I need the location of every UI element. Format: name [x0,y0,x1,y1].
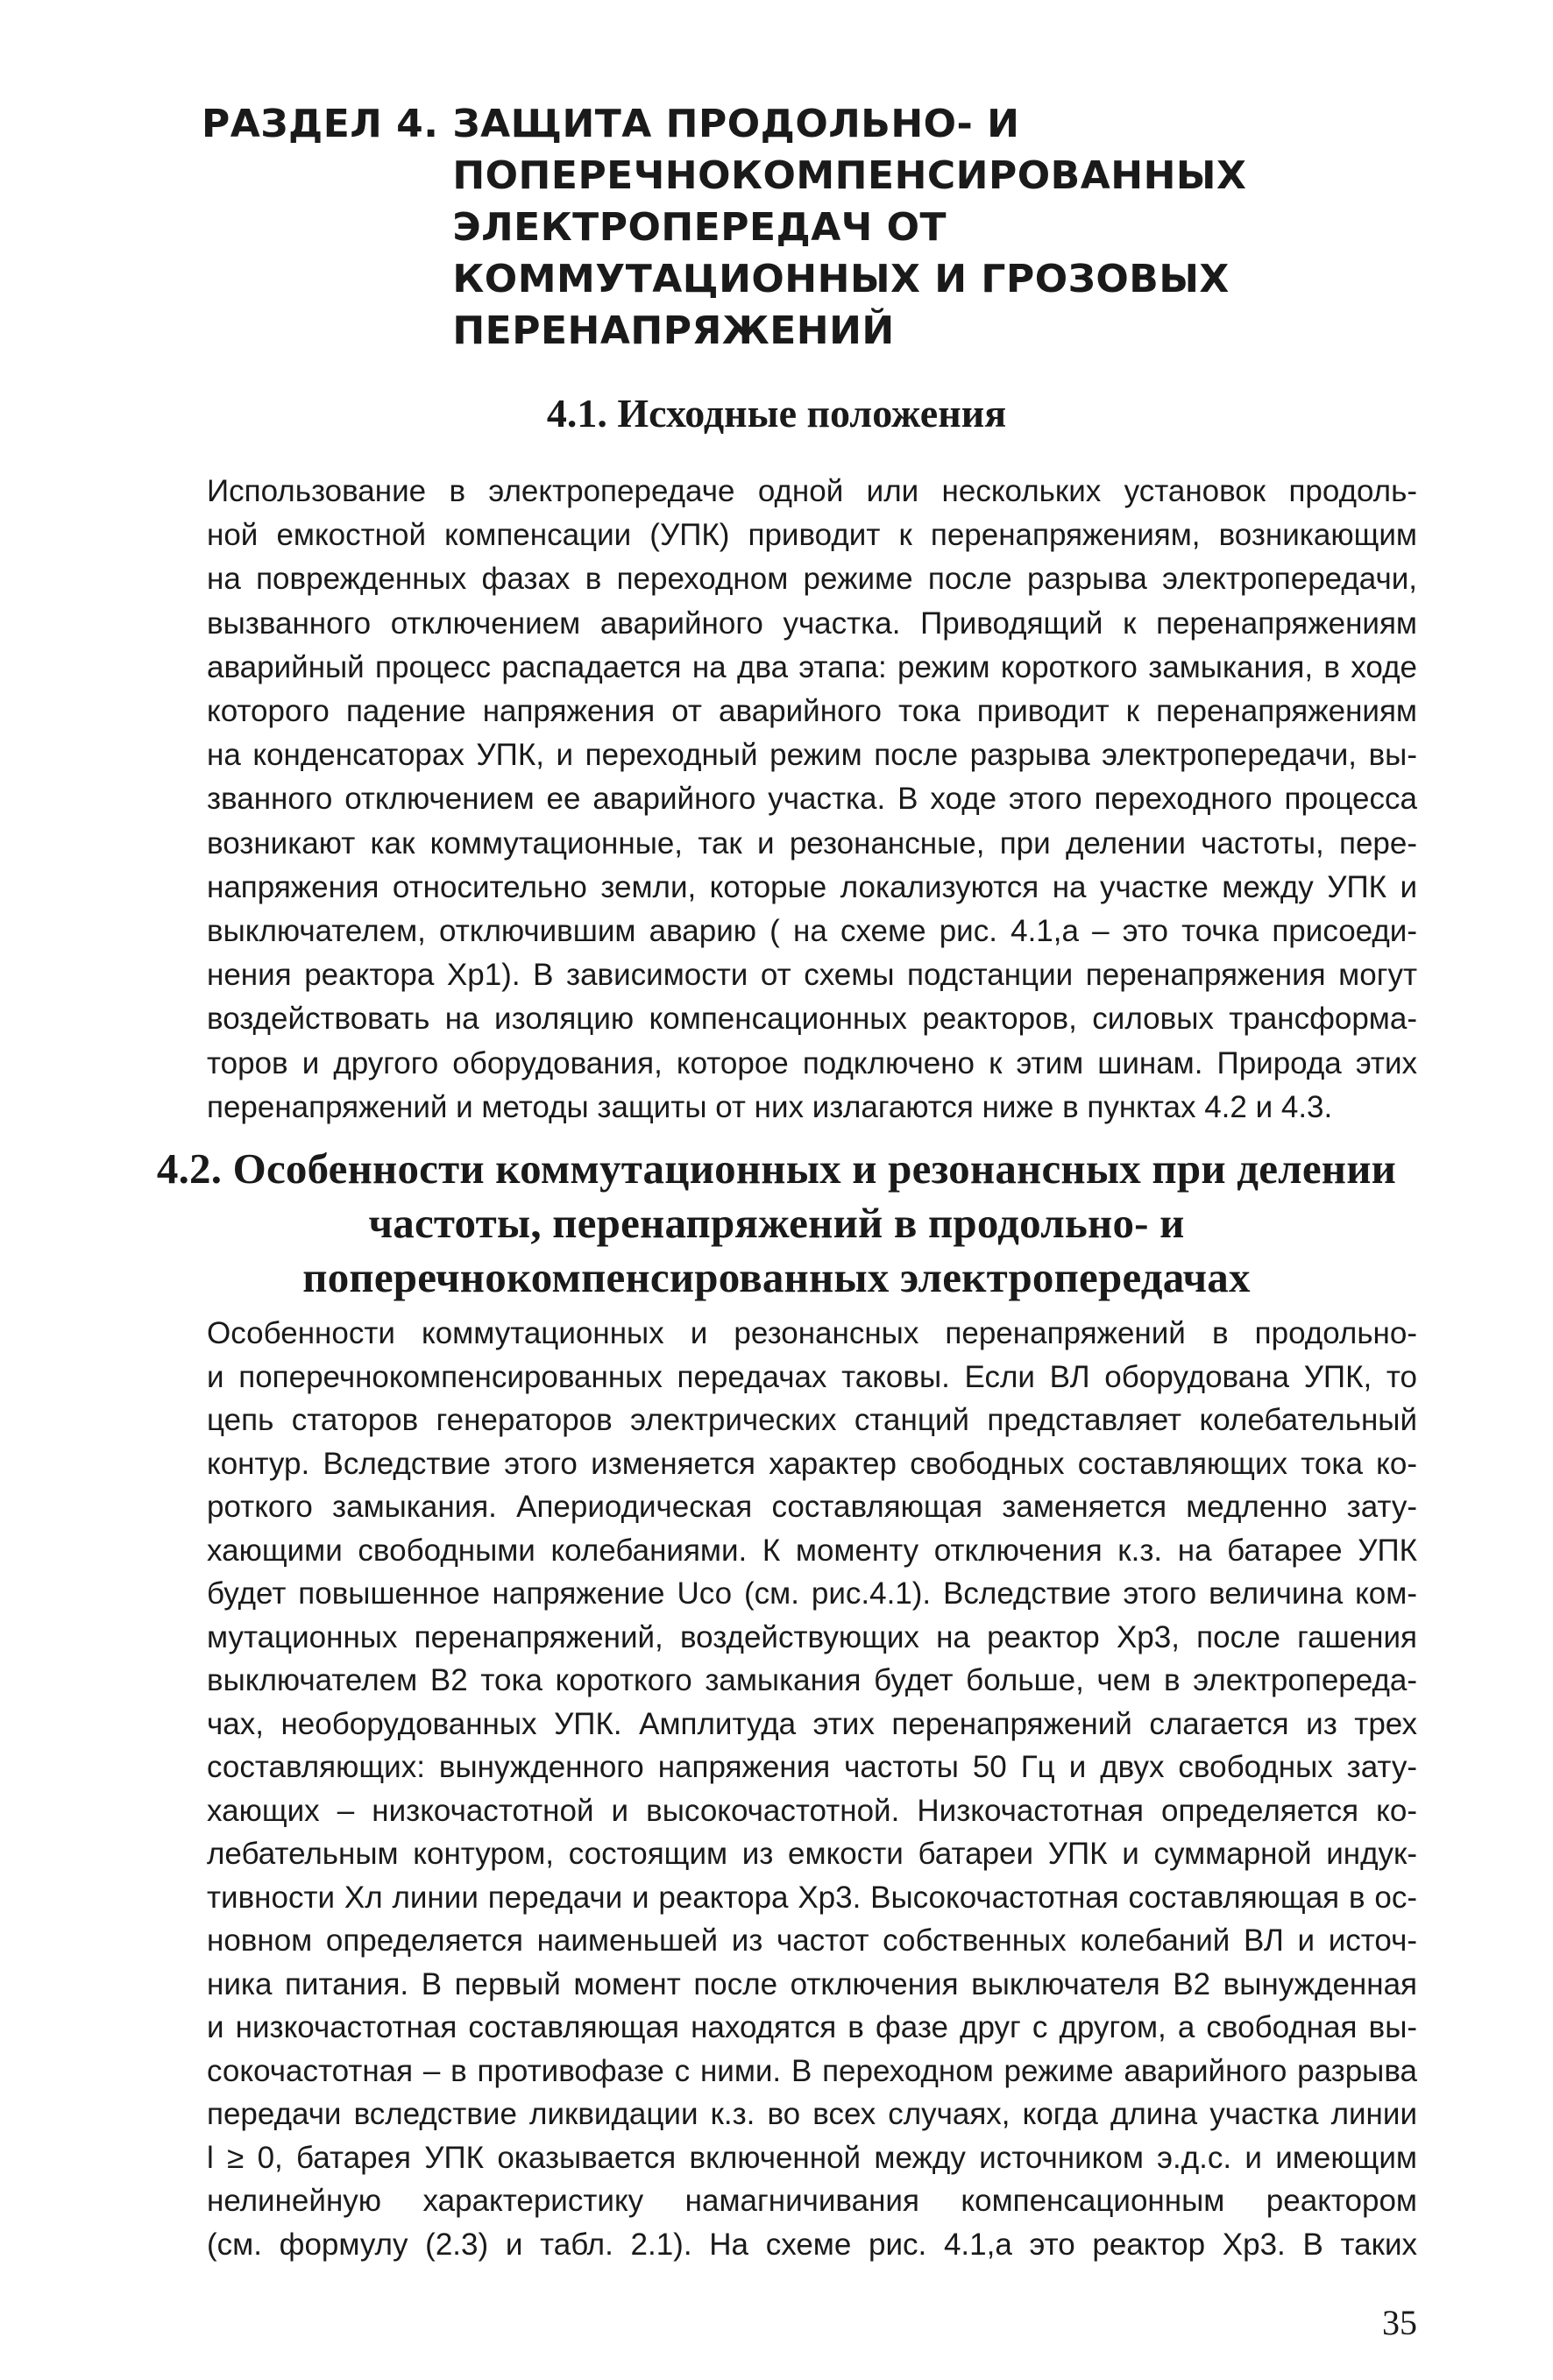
subsection-heading-line: поперечнокомпенсированных электропередачах [302,1253,1251,1301]
text-line: званного отключением ее аварийного участка. В ходе этого переходного процесса [207,782,1417,817]
text-line: мутационных перенапряжений, воздействующих на реактор Xр3, после гашения [207,1619,1417,1654]
text-line: хающими свободными колебаниями. К моменту отключения к.з. на батарее УПК [207,1533,1417,1568]
text-line: хающих – низкочастотной и высокочастотной. Низкочастотная определяется ко- [207,1793,1417,1828]
subsection-heading-line: 4.2. Особенности коммутационных и резонансных при делении [156,1144,1397,1193]
text-line: чах, необорудованных УПК. Амплитуда этих перенапряжений слагается из трех [207,1706,1417,1741]
text-line: ника питания. В первый момент после отключения выключателя В2 вынужденная [207,1966,1417,2001]
section-title-line: ЭЛЕКТРОПЕРЕДАЧ ОТ [452,205,947,250]
text-line: (см. формулу (2.3) и табл. 2.1). На схеме рис. 4.1,а это реактор Xр3. В таких [207,2227,1417,2262]
text-line: напряжения относительно земли, которые локализуются на участке между УПК и [207,869,1417,904]
text-line: перенапряжений и методы защиты от них излагаются ниже в пунктах 4.2 и 4.3. [207,1089,1333,1124]
text-line: l ≥ 0, батарея УПК оказывается включенной между источником э.д.с. и имеющим [207,2140,1417,2175]
text-line: которого падение напряжения от аварийного тока приводит к перенапряжениям [207,694,1417,729]
section-heading [202,98,1246,357]
text-line: вызванного отключением аварийного участка. Приводящий к перенапряжениям [207,606,1417,641]
text-line: выключателем В2 тока короткого замыкания будет больше, чем в электропереда- [207,1663,1417,1697]
section-title-line: ПЕРЕНАПРЯЖЕНИЙ [452,308,895,353]
section-title-line: КОММУТАЦИОННЫХ И ГРОЗОВЫХ [452,257,1230,301]
paragraph-4-2 [207,1312,1417,2266]
text-line: выключателем, отключившим аварию ( на схеме рис. 4.1,а – это точка присоеди- [207,914,1417,949]
text-line: роткого замыкания. Апериодическая составляющая заменяется медленно зату- [207,1490,1417,1524]
text-line: воздействовать на изоляцию компенсационных реакторов, силовых трансформа- [207,1002,1417,1037]
text-line: и поперечнокомпенсированных передачах таковы. Если ВЛ оборудована УПК, то [207,1359,1417,1394]
text-line: новном определяется наименьшей из частот собственных колебаний ВЛ и источ- [207,1923,1417,1958]
text-line: тивности Xл линии передачи и реактора Xр3. Высокочастотная составляющая в ос- [207,1880,1417,1915]
text-line: возникают как коммутационные, так и резонансные, при делении частоты, пере- [207,825,1417,861]
text-line: нелинейную характеристику намагничивания компенсационным реактором [207,2184,1417,2218]
text-line: сокочастотная – в противофазе с ними. В переходном режиме аварийного разрыва [207,2053,1417,2088]
text-line: Использование в электропередаче одной или нескольких установок продоль- [207,474,1417,508]
text-line: на поврежденных фазах в переходном режиме после разрыва электропередачи, [207,562,1417,597]
section-title [452,98,1246,357]
text-line: контур. Вследствие этого изменяется характер свободных составляющих тока ко- [207,1446,1417,1481]
subsection-heading-text: 4.1. Исходные положения [546,391,1007,436]
page-number: 35 [1382,2303,1417,2342]
text-line: составляющих: вынужденного напряжения частоты 50 Гц и двух свободных зату- [207,1750,1417,1784]
section-title-line: ЗАЩИТА ПРОДОЛЬНО- И [452,102,1020,146]
text-line: на конденсаторах УПК, и переходный режим после разрыва электропередачи, вы- [207,738,1417,773]
subsection-heading-4-2 [0,1142,1553,1305]
text-line: ной емкостной компенсации (УПК) приводит к перенапряжениям, возникающим [207,518,1417,553]
subsection-heading-4-1 [0,387,1553,440]
text-line: Особенности коммутационных и резонансных перенапряжений в продольно- [207,1316,1417,1350]
text-line: аварийный процесс распадается на два этапа: режим короткого замыкания, в ходе [207,649,1417,684]
text-line: торов и другого оборудования, которое подключено к этим шинам. Природа этих [207,1045,1417,1080]
text-line: передачи вследствие ликвидации к.з. во всех случаях, когда длина участка линии [207,2097,1417,2131]
text-line: будет повышенное напряжение Uсо (см. рис.4.1). Вследствие этого величина ком- [207,1576,1417,1611]
text-line: цепь статоров генераторов электрических станций представляет колебательный [207,1403,1417,1437]
text-line: и низкочастотная составляющая находятся в фазе друг с другом, а свободная вы- [207,2010,1417,2044]
text-line: лебательным контуром, состоящим из емкости батареи УПК и суммарной индук- [207,1837,1417,1871]
section-label: РАЗДЕЛ 4. [202,102,453,146]
text-line: нения реактора Xр1). В зависимости от схемы подстанции перенапряжения могут [207,958,1417,993]
section-title-line: ПОПЕРЕЧНОКОМПЕНСИРОВАННЫХ [452,153,1247,198]
subsection-heading-line: частоты, перенапряжений в продольно- и [368,1199,1185,1247]
paragraph-4-1 [207,470,1417,1130]
